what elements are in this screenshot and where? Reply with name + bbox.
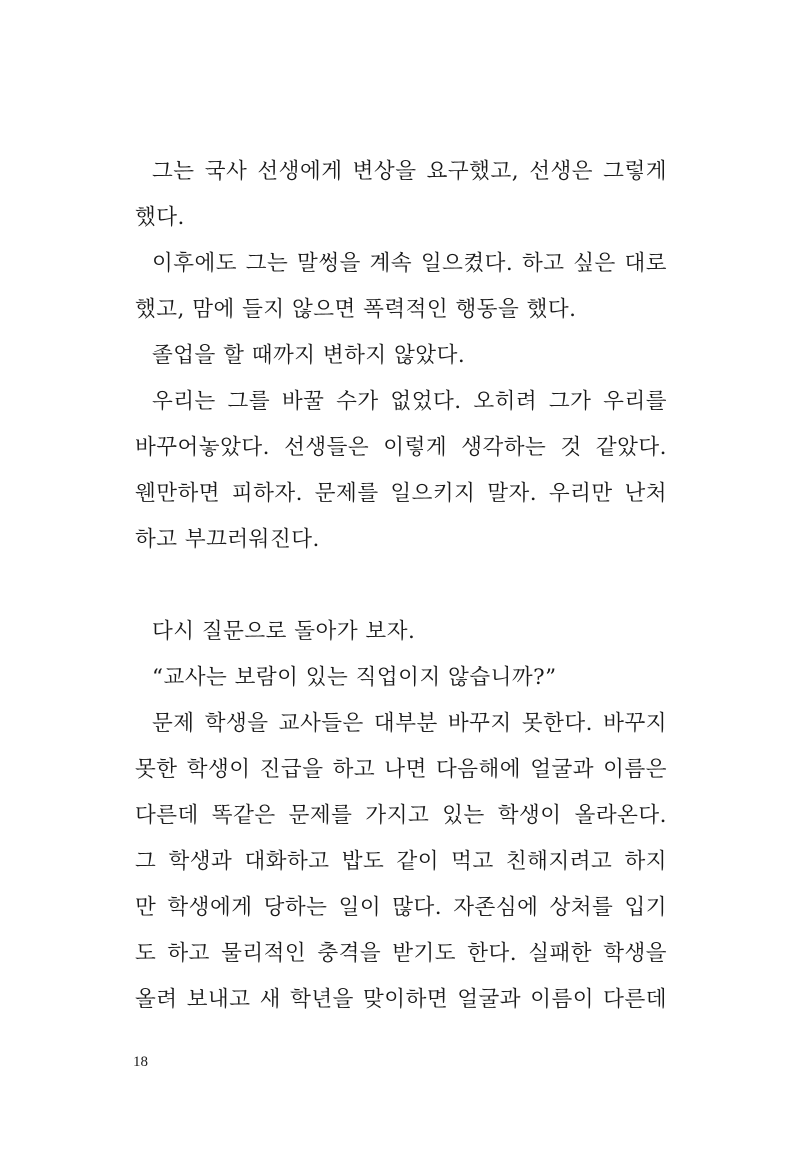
text-line: 바꾸어놓았다. 선생들은 이렇게 생각하는 것 같았다. [135,435,667,460]
text-line: 그 학생과 대화하고 밥도 같이 먹고 친해지려고 하지 [135,849,667,874]
text-line: 다시 질문으로 돌아가 보자. [152,619,416,644]
text-line: 그는 국사 선생에게 변상을 요구했고, 선생은 그렇게 [152,159,667,184]
text-line: 이후에도 그는 말썽을 계속 일으켰다. 하고 싶은 대로 [152,251,667,276]
text-line: 문제 학생을 교사들은 대부분 바꾸지 못한다. 바꾸지 [152,711,667,736]
text-line: 했고, 맘에 들지 않으면 폭력적인 행동을 했다. [135,297,577,322]
text-line: 우리는 그를 바꿀 수가 없었다. 오히려 그가 우리를 [152,389,667,414]
page-number: 18 [133,1054,148,1070]
text-line: 졸업을 할 때까지 변하지 않았다. [152,343,466,368]
text-line: 하고 부끄러워진다. [135,527,320,552]
text-line: 도 하고 물리적인 충격을 받기도 한다. 실패한 학생을 [135,941,667,966]
text-line: 올려 보내고 새 학년을 맞이하면 얼굴과 이름이 다른데 [135,987,667,1012]
text-line: 다른데 똑같은 문제를 가지고 있는 학생이 올라온다. [135,803,667,828]
text-line: 웬만하면 피하자. 문제를 일으키지 말자. 우리만 난처 [135,481,667,506]
text-line: 만 학생에게 당하는 일이 많다. 자존심에 상처를 입기 [135,895,667,920]
text-line: 못한 학생이 진급을 하고 나면 다음해에 얼굴과 이름은 [135,757,667,782]
text-line: 했다. [135,205,185,230]
text-line: “교사는 보람이 있는 직업이지 않습니까?” [152,665,557,690]
